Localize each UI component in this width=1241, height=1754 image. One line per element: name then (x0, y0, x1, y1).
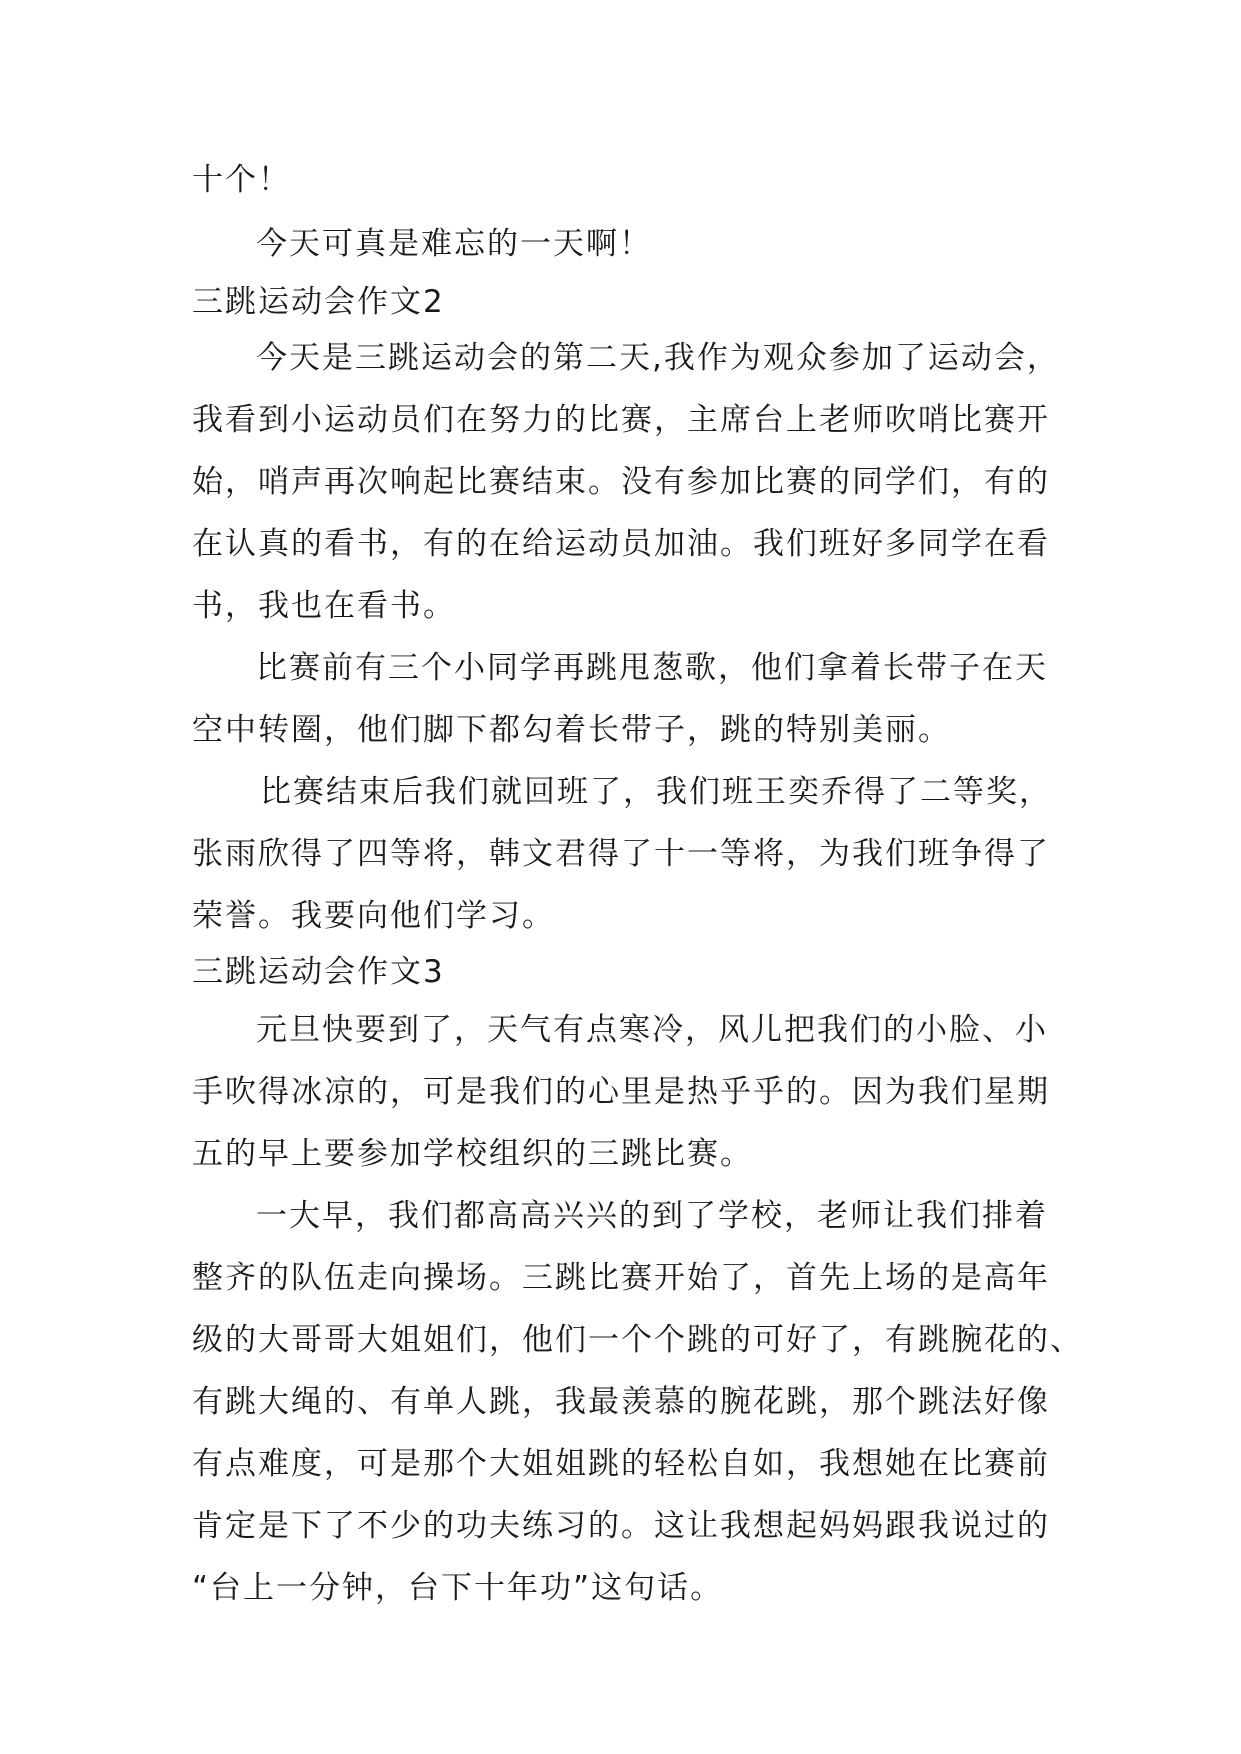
text-line: “台上一分钟，台下十年功”这句话。 (192, 1570, 724, 1606)
text-line: 张雨欣得了四等将，韩文君得了十一等将，为我们班争得了 (192, 836, 1050, 872)
text-line: 始，哨声再次响起比赛结束。没有参加比赛的同学们，有的 (192, 464, 1050, 500)
text-line: 今天可真是难忘的一天啊！ (256, 226, 652, 262)
text-line: 手吹得冰凉的，可是我们的心里是热乎乎的。因为我们星期 (192, 1074, 1050, 1110)
text-line: 比赛前有三个小同学再跳甩葱歌，他们拿着长带子在天 (256, 650, 1048, 686)
text-line: 五的早上要参加学校组织的三跳比赛。 (192, 1136, 753, 1172)
text-line: 肯定是下了不少的功夫练习的。这让我想起妈妈跟我说过的 (192, 1508, 1050, 1544)
text-line: 书，我也在看书。 (192, 588, 456, 624)
text-line: 整齐的队伍走向操场。三跳比赛开始了，首先上场的是高年 (192, 1260, 1050, 1296)
text-line: 空中转圈，他们脚下都勾着长带子，跳的特别美丽。 (192, 712, 951, 748)
section-heading: 三跳运动会作文2 (192, 284, 445, 320)
text-line: 有点难度，可是那个大姐姐跳的轻松自如，我想她在比赛前 (192, 1446, 1050, 1482)
text-line: 级的大哥哥大姐姐们，他们一个个跳的可好了，有跳腕花的、 (192, 1322, 1083, 1358)
text-line: 比赛结束后我们就回班了，我们班王奕乔得了二等奖， (260, 774, 1052, 810)
text-line: 在认真的看书，有的在给运动员加油。我们班好多同学在看 (192, 526, 1050, 562)
section-heading: 三跳运动会作文3 (192, 954, 445, 990)
text-line: 十个！ (192, 162, 291, 198)
text-line: 元旦快要到了，天气有点寒冷，风儿把我们的小脸、小 (256, 1012, 1048, 1048)
text-line: 一大早，我们都高高兴兴的到了学校，老师让我们排着 (256, 1198, 1048, 1234)
text-line: 今天是三跳运动会的第二天,我作为观众参加了运动会， (256, 340, 1060, 376)
text-line: 有跳大绳的、有单人跳，我最羡慕的腕花跳，那个跳法好像 (192, 1384, 1050, 1420)
text-line: 我看到小运动员们在努力的比赛，主席台上老师吹哨比赛开 (192, 402, 1050, 438)
text-line: 荣誉。我要向他们学习。 (192, 898, 555, 934)
